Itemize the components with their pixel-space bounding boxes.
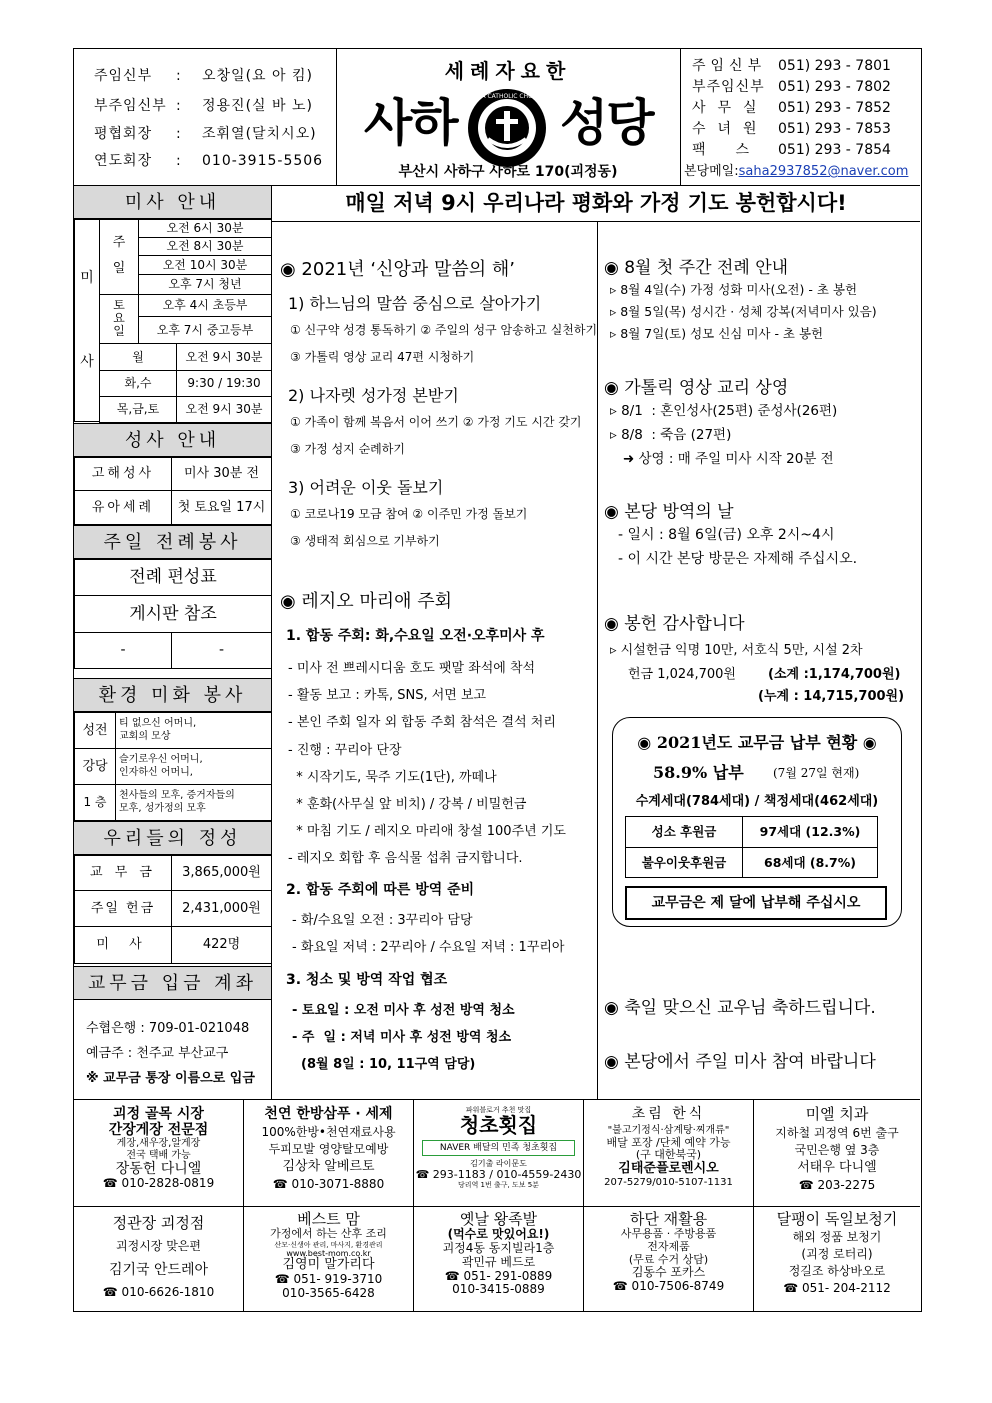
theme-item-heading: 3) 어려운 이웃 돌보기 (288, 478, 444, 497)
legio-heading: 1. 합동 주회: 화,수요일 오전·오후미사 후 (286, 628, 545, 644)
clergy-role: 주임신부 (94, 68, 153, 84)
account-note: ※ 교무금 통장 이름으로 입금 (86, 1071, 255, 1086)
theme-item-line: ① 코로나19 모금 참여 ② 이주민 가정 돌보기 (290, 507, 528, 521)
tithe-households: 수계세대(784세대) / 책정세대(462세대) (635, 794, 879, 809)
env-team: 티 없으신 어머니, 교회의 모상 (115, 712, 272, 749)
thanks-subtotal: (소계 :1,174,700원) (768, 667, 901, 682)
ads-row-2 (74, 1207, 920, 1311)
legio-heading: 3. 청소 및 방역 작업 협조 (286, 972, 448, 988)
thanks-line: ▹ 시설헌금 익명 10만, 서호식 5만, 시설 2차 (610, 643, 863, 658)
mass-table (74, 219, 271, 422)
liturgy-blank: - (74, 632, 172, 669)
ad-card: 파워블로거 추천 맛집 청초횟집 NAVER 배달의 민족 청초횟집 김기출 라이문도 ☎ 293-1183 / 010-4559-2430 당리역 1번 출구, 도보 5분 (414, 1100, 584, 1206)
legio-line: - 본인 주회 일자 외 합동 주회 참석은 결석 처리 (288, 715, 556, 731)
parish-name-left: 사하 (364, 94, 457, 152)
env-area: 성전 (74, 712, 116, 749)
sacrament-time: 첫 토요일 17시 (171, 490, 272, 525)
env-area: 1 층 (74, 784, 116, 821)
quarantine-list (618, 523, 857, 571)
theme-item-line: ① 가족이 함께 복음서 이어 쓰기 ② 가정 기도 시간 갖기 (290, 415, 582, 429)
theme-item-heading: 2) 나자렛 성가정 본받기 (288, 386, 459, 405)
contact-row: 부주임신부 051) 293 - 7802 (692, 79, 891, 95)
sacrament-title: 성사 안내 (74, 423, 271, 457)
liturgy-notice-title: ◉ 8월 첫 주간 전례 안내 (604, 258, 789, 278)
mass-time: 오전 9시 30분 (176, 396, 272, 423)
fund-label: 성소 후원금 (625, 816, 743, 848)
tithe-status-box (612, 717, 902, 927)
offering-label: 교 무 금 (74, 855, 172, 891)
offering-label: 미 사 (74, 926, 172, 964)
fund-value: 97세대 (12.3%) (742, 816, 878, 848)
legio-line: - 토요일 : 오전 미사 후 성전 방역 청소 (292, 1003, 515, 1018)
offering-title: 우리들의 정성 (74, 821, 271, 855)
env-team: 천사들의 모후, 증거자들의 모후, 성가정의 모후 (115, 784, 272, 821)
legio-line: * 훈화(사무실 앞 비치) / 강복 / 비밀헌금 (288, 797, 527, 813)
middle-column (272, 221, 598, 1099)
liturgy-notice-line: ▹ 8월 7일(토) 성모 신심 미사 - 초 봉헌 (610, 326, 824, 341)
theme-item-line: ① 신구약 성경 통독하기 ② 주일의 성구 암송하고 실천하기 (290, 323, 598, 337)
legio-list (292, 997, 515, 1078)
video-list (610, 399, 837, 471)
legio-line: - 화/수요일 오전 : 3꾸리아 담당 (292, 913, 473, 928)
ad-card: 달팽이 독일보청기 해외 정품 보청기 (괴정 로터리) 정길조 하상바오로 ☎ 051- 204-2112 (776, 1210, 898, 1295)
ad-card: 미엘 치과 지하철 괴정역 6번 출구 국민은행 옆 3층 서태우 다니엘 ☎ 203-2275 (775, 1105, 899, 1192)
quarantine-line: - 일시 : 8월 6일(금) 오후 2시~4시 (618, 527, 835, 543)
right-column (598, 221, 920, 1099)
mass-side-label: 미 사 (74, 219, 100, 422)
tithe-note: 교무금은 제 달에 납부해 주십시오 (625, 886, 887, 920)
clergy-name: 오창일(요 아 킴) (202, 68, 313, 84)
ad-card: 초림 한식 "불고기정식·삼계탕·찌개류" 배달 포장 /단체 예약 가능 (구 대한북국) 김태준플로렌시오 207-5279/010-5107-1131 (584, 1100, 754, 1206)
attend-mass-notice: ◉ 본당에서 주일 미사 참여 바랍니다 (604, 1052, 876, 1072)
theme-item-line: ③ 가톨릭 영상 교리 47편 시청하기 (290, 350, 475, 364)
env-team: 슬기로우신 어머니, 인자하신 어머니, (115, 748, 272, 785)
sacrament-label: 고해성사 (74, 457, 172, 491)
sacrament-label: 유아세례 (74, 490, 172, 525)
clergy-row: 주임신부 : 오창일(요 아 킴) (94, 65, 313, 85)
contact-row: 주임신부 051) 293 - 7801 (692, 58, 891, 74)
fund-value: 68세대 (8.7%) (742, 847, 878, 878)
tithe-date: (7월 27일 현재) (773, 766, 860, 780)
saturday-label: 토 요 일 (99, 294, 139, 344)
legio-line: * 마침 기도 / 레지오 마리애 창설 100주년 기도 (288, 824, 566, 840)
sidebar (74, 185, 272, 1099)
env-area: 강당 (74, 748, 116, 785)
tithe-rate: 58.9% 납부 (653, 763, 744, 782)
clergy-row: 평협회장 : 조휘열(달치시오) (94, 123, 317, 143)
mass-time: 9:30 / 19:30 (176, 370, 272, 397)
year-theme-title: ◉ 2021년 ‘신앙과 말씀의 해’ (280, 259, 515, 280)
legio-list (288, 655, 566, 873)
clergy-name: 정용진(실 바 노) (202, 98, 313, 114)
liturgy-row: 전례 편성표 (74, 559, 272, 596)
quarantine-title: ◉ 본당 방역의 날 (604, 502, 734, 522)
theme-item-line: ③ 가정 성지 순례하기 (290, 442, 405, 456)
ad-card: 베스트 맘 가정에서 하는 산후 조리 산모·신생아 관리, 마사지, 환경관리 www.best-mom.co.kr 김영미 말가리다 ☎ 051- 919-3710 010-3565-6428 (244, 1207, 414, 1311)
weekday-label: 목,금,토 (99, 396, 177, 423)
church-logo-icon (466, 87, 548, 169)
thanks-title: ◉ 봉헌 감사합니다 (604, 614, 745, 634)
clergy-role: 연도회장 (94, 153, 153, 169)
email-row: 본당메일:saha2937852@naver.com (684, 164, 909, 179)
parish-address: 부산시 사하구 사하로 170(괴정동) (398, 164, 618, 180)
clergy-name: 조휘열(달치시오) (202, 126, 317, 142)
sacrament-time: 미사 30분 전 (171, 457, 272, 491)
contact-row: 사무실 051) 293 - 7852 (692, 100, 891, 116)
account-title: 교무금 입금 계좌 (74, 966, 271, 1000)
sunday-label: 주 일 (99, 219, 139, 295)
video-line: ▹ 8/1 : 혼인성사(25편) 준성사(26편) (610, 403, 838, 419)
email-link[interactable]: saha2937852@naver.com (738, 164, 909, 179)
environment-title: 환경 미화 봉사 (74, 678, 271, 712)
legio-line: - 진행 : 꾸리아 단장 (288, 742, 402, 758)
account-holder: 예금주 : 천주교 부산교구 (86, 1046, 229, 1061)
video-title: ◉ 가톨릭 영상 교리 상영 (604, 378, 789, 398)
prayer-banner: 매일 저녁 9시 우리나라 평화와 가정 기도 봉헌합시다! (272, 185, 920, 222)
clergy-list (74, 49, 337, 185)
ad-card: 옛날 왕족발 (먹수로 맛있어요!) 괴정4동 동지빌라1층 곽민규 베드로 ☎ 051- 291-0889 010-3415-0889 (414, 1207, 584, 1311)
legio-line: - 레지오 회합 후 음식물 섭취 금지합니다. (288, 851, 523, 867)
ad-card: 괴정 골목 시장 간장게장 전문점 게장,새우장,알게장 전국 택배 가능 장동헌 다니엘 ☎ 010-2828-0819 (74, 1100, 244, 1206)
ad-card: 하단 재활용 사무용품 · 주방용품 전자제품 (무료 수거 상담) 김동수 포카스 ☎ 010-7506-8749 (584, 1207, 754, 1311)
thanks-total: (누계 : 14,715,700원) (758, 689, 905, 704)
clergy-row: 부주임신부 : 정용진(실 바 노) (94, 95, 313, 115)
fund-label: 불우이웃후원금 (625, 847, 743, 878)
mass-time: 오전 10시 30분 (138, 255, 272, 275)
legio-line: - 활동 보고 : 카톡, SNS, 서면 보고 (288, 688, 487, 704)
theme-item-heading: 1) 하느님의 말씀 중심으로 살아가기 (288, 294, 542, 313)
mass-time: 오전 6시 30분 (138, 219, 272, 238)
liturgy-blank: - (171, 632, 272, 669)
mass-time: 오후 7시 중고등부 (138, 316, 272, 344)
mass-time: 오후 4시 초등부 (138, 294, 272, 317)
contact-row: 수녀원 051) 293 - 7853 (692, 121, 891, 137)
clergy-name: 010-3915-5506 (202, 153, 324, 169)
clergy-role: 부주임신부 (94, 98, 167, 114)
video-line: ▹ 8/8 : 죽음 (27편) (610, 427, 732, 443)
thanks-line: 헌금 1,024,700원 (628, 667, 736, 682)
offering-label: 주일 헌금 (74, 890, 172, 927)
parish-title-block (336, 49, 681, 185)
ad-card: 정관장 괴정점 괴정시장 맞은편 김기국 안드레아 ☎ 010-6626-1810 (74, 1207, 244, 1311)
liturgy-service-title: 주일 전례봉사 (74, 525, 271, 559)
mass-time: 오전 8시 30분 (138, 237, 272, 256)
offering-amount: 422명 (171, 926, 272, 964)
offering-amount: 3,865,000원 (171, 855, 272, 891)
header (74, 49, 920, 186)
legio-line: (8월 8일 : 10, 11구역 담당) (292, 1057, 476, 1072)
legio-list (292, 907, 565, 961)
ads-row-1 (74, 1099, 920, 1207)
weekday-label: 월 (99, 343, 177, 371)
theme-item-line: ③ 생태적 회심으로 기부하기 (290, 534, 440, 548)
quarantine-line: - 이 시간 본당 방문은 자제해 주십시오. (618, 551, 858, 567)
legio-line: - 미사 전 쁘레시디움 호도 팻말 좌석에 착석 (288, 661, 536, 676)
legio-title: ◉ 레지오 마리애 주회 (280, 591, 452, 612)
feast-congrats: ◉ 축일 맞으신 교우님 축하드립니다. (604, 998, 876, 1018)
liturgy-notice-list (610, 279, 877, 345)
liturgy-row: 게시판 참조 (74, 595, 272, 633)
legio-line: - 화요일 저녁 : 2꾸리아 / 수요일 저녁 : 1꾸리아 (292, 940, 565, 955)
legio-line: * 시작기도, 묵주 기도(1단), 까떼나 (288, 769, 497, 785)
liturgy-notice-line: ▹ 8월 4일(수) 가정 성화 미사(오전) - 초 봉헌 (610, 282, 858, 297)
svg-text:SAHA CATHOLIC CHURCH: SAHA CATHOLIC CHURCH (468, 93, 546, 100)
contact-list (680, 49, 920, 185)
legio-heading: 2. 합동 주회에 따른 방역 준비 (286, 882, 475, 898)
clergy-role: 평협회장 (94, 126, 153, 142)
account-bank: 수협은행 : 709-01-021048 (86, 1021, 250, 1036)
video-line: ➜ 상영 : 매 주일 미사 시작 20분 전 (610, 451, 834, 467)
legio-line: - 주 일 : 저녁 미사 후 성전 방역 청소 (292, 1030, 512, 1045)
mass-time: 오후 7시 청년 (138, 274, 272, 295)
mass-info-title: 미사 안내 (74, 185, 271, 219)
parish-subtitle: 세례자요한 (444, 59, 572, 83)
weekday-label: 화,수 (99, 370, 177, 397)
offering-amount: 2,431,000원 (171, 890, 272, 927)
liturgy-notice-line: ▹ 8월 5일(목) 성시간 · 성체 강복(저녁미사 있음) (610, 304, 877, 319)
parish-name-right: 성당 (560, 94, 653, 152)
bulletin-page (73, 48, 922, 1312)
clergy-row: 연도회장 : 010-3915-5506 (94, 150, 323, 170)
ad-card: 천연 한방삼푸 · 세제 100%한방•천연재료사용 두피모발 영양탈모예방 김상차 알베르토 ☎ 010-3071-8880 (244, 1100, 414, 1206)
tithe-status-title: ◉ 2021년도 교무금 납부 현황 ◉ (637, 733, 877, 752)
contact-row: 팩스051) 293 - 7854 (692, 142, 891, 158)
mass-time: 오전 9시 30분 (176, 343, 272, 371)
